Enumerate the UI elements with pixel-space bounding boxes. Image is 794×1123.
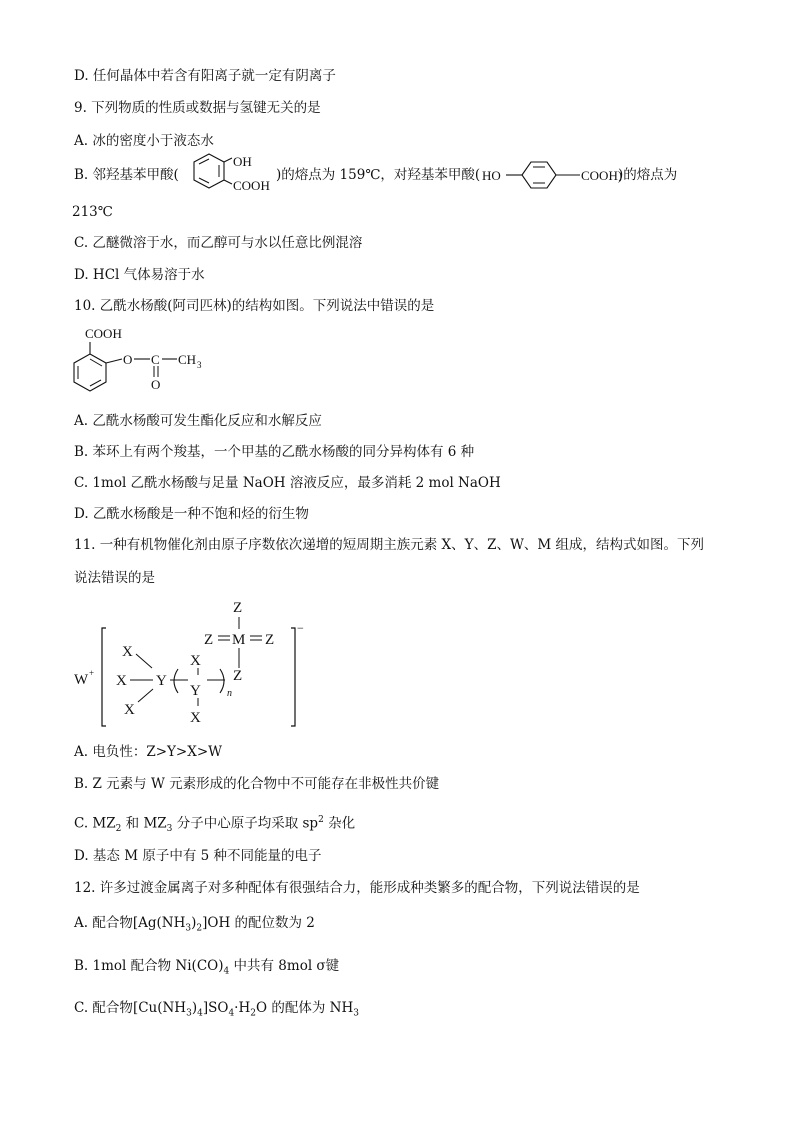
- aspirin-structure: [70, 322, 220, 397]
- w-charge: +: [89, 668, 95, 678]
- atom-x-chain-bottom: X: [190, 710, 201, 726]
- hydroxyl-label: OH: [233, 154, 252, 169]
- q9-option-b-middle: )的熔点为 159℃，对羟基苯甲酸(: [276, 167, 481, 183]
- repeat-n: n: [227, 688, 232, 699]
- q9-stem: 9. 下列物质的性质或数据与氢键无关的是: [74, 100, 321, 116]
- ester-oxygen-label: O: [123, 352, 133, 367]
- q12-stem: 12. 许多过渡金属离子对多种配体有很强结合力，能形成种类繁多的配合物，下列说法错误的是: [74, 880, 640, 896]
- q11-option-d: D. 基态 M 原子中有 5 种不同能量的电子: [74, 848, 322, 864]
- q10-option-c: C. 1mol 乙酰水杨酸与足量 NaOH 溶液反应，最多消耗 2 mol NaOH: [74, 475, 501, 491]
- q9-option-c: C. 乙醚微溶于水，而乙醇可与水以任意比例混溶: [74, 235, 363, 251]
- benzene-ring: [522, 162, 556, 188]
- q8-option-d: D. 任何晶体中若含有阳离子就一定有阴离子: [74, 68, 336, 84]
- q10-option-a: A. 乙酰水杨酸可发生酯化反应和水解反应: [74, 413, 322, 429]
- q9-option-b-continued: 213℃: [72, 204, 113, 220]
- anion-charge: −: [297, 621, 304, 635]
- atom-y-central: Y: [156, 673, 167, 689]
- q9-option-b-prefix: B. 邻羟基苯甲酸(: [74, 167, 179, 183]
- atom-m: M: [232, 632, 246, 648]
- carboxyl-label: COOH: [85, 326, 122, 341]
- w-cation: W: [74, 672, 89, 688]
- catalyst-structure: [70, 592, 310, 734]
- methyl-label: CH: [178, 352, 197, 367]
- q11-stem-line2: 说法错误的是: [74, 570, 155, 586]
- methyl-subscript: 3: [197, 360, 202, 370]
- atom-x-left: X: [116, 673, 127, 689]
- atom-x-chain-top: X: [190, 653, 201, 669]
- q11-option-b: B. Z 元素与 W 元素形成的化合物中不可能存在非极性共价键: [74, 776, 440, 792]
- q10-stem: 10. 乙酰水杨酸(阿司匹林)的结构如图。下列说法中错误的是: [74, 298, 435, 314]
- atom-z-left: Z: [204, 632, 214, 648]
- carboxyl-label: COOH): [581, 168, 623, 183]
- atom-x-bottom: X: [124, 702, 135, 718]
- carboxyl-label: COOH: [233, 178, 270, 193]
- atom-z-top: Z: [233, 600, 243, 616]
- q12-option-c: C. 配合物$[Cu(NH_3)_4]SO_4\cdot H_2O$ 的配体为 $NH_3$: [74, 1000, 359, 1019]
- carbonyl-oxygen-label: O: [151, 377, 161, 392]
- q12-option-b: B. 1mol 配合物 $Ni(CO)_4$ 中共有 8mol σ键: [74, 958, 340, 977]
- q9-option-d: D. HCl 气体易溶于水: [74, 267, 205, 283]
- atom-z-linker: Z: [233, 668, 243, 684]
- q11-stem-line1: 11. 一种有机物催化剂由原子序数依次递增的短周期主族元素 X、Y、Z、W、M 组成，结构式如图。下列: [74, 537, 704, 553]
- q12-option-a: A. 配合物$[Ag(NH_3)_2]OH$ 的配位数为 2: [74, 915, 315, 934]
- carbonyl-carbon-label: C: [151, 352, 160, 367]
- atom-x-top: X: [122, 644, 133, 660]
- q9-option-a: A. 冰的密度小于液态水: [74, 133, 214, 149]
- atom-y-chain: Y: [190, 683, 201, 699]
- q9-option-b-suffix: )的熔点为: [618, 167, 678, 183]
- atom-z-right: Z: [265, 632, 275, 648]
- q11-option-c: C. $MZ_2$ 和 $MZ_3$ 分子中心原子均采取 $sp^2$ 杂化: [74, 815, 356, 835]
- ortho-hydroxybenzoic-acid-structure: [182, 150, 278, 196]
- hydroxyl-label: HO: [482, 168, 501, 183]
- q10-option-b: B. 苯环上有两个羧基，一个甲基的乙酰水杨酸的同分异构体有 6 种: [74, 444, 475, 460]
- q11-option-a: A. 电负性：Z>Y>X>W: [74, 744, 223, 760]
- q10-option-d: D. 乙酰水杨酸是一种不饱和烃的衍生物: [74, 506, 309, 522]
